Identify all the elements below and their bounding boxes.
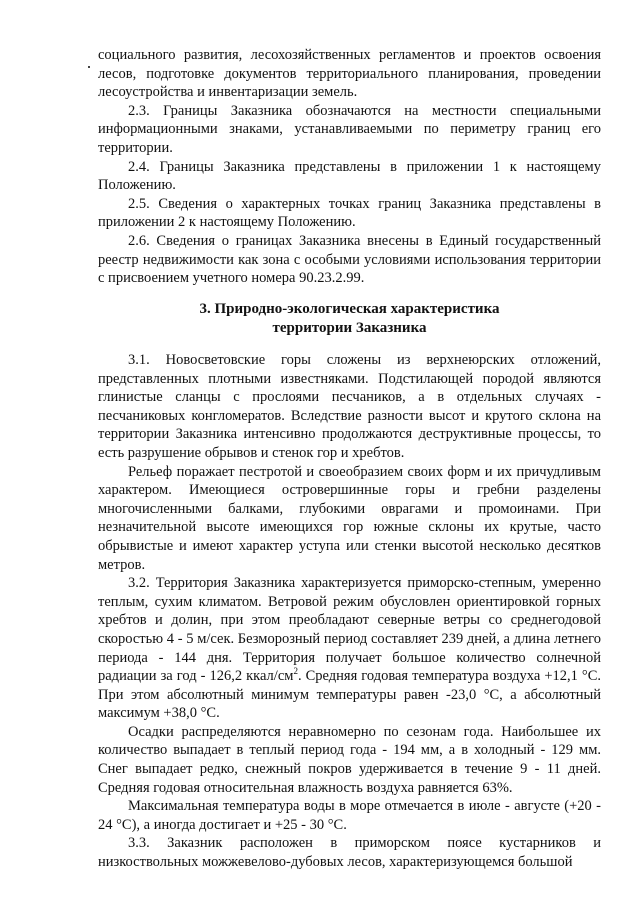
paragraph-precipitation: Осадки распределяются неравномерно по сезонам года. Наибольшее их количество выпадает в теплый период года - 194 мм, а в холодный - 129 мм. Снег выпадает редко, снежный покров удерживается в течение 9 - 11 дней. Средняя годовая относительная влажность воздуха равняется 63%. xyxy=(98,723,601,796)
section-title-line-2: территории Заказника xyxy=(272,320,427,336)
paragraph-3-2 xyxy=(98,574,601,723)
section-2-text xyxy=(98,46,601,288)
paragraph-2-6: 2.6. Сведения о границах Заказника внесены в Единый государственный реестр недвижимости как зона с особыми условиями использования территории с присвоением учетного номера 90.23.2.99. xyxy=(98,232,601,287)
paragraph-2-3: 2.3. Границы Заказника обозначаются на местности специальными информационными знаками, устанавливаемыми по периметру границ его территории. xyxy=(98,102,601,156)
superscript-2: 2 xyxy=(293,666,298,677)
paragraph-3-3: 3.3. Заказник расположен в приморском поясе кустарников и низкоствольных можжевелово-дубовых лесов, характеризующемся большой xyxy=(98,835,601,871)
paragraph-3-2-part-a: 3.2. Территория Заказника характеризуется приморско-степным, умеренно теплым, сухим климатом. Ветровой режим обусловлен ориентировкой горных хребтов и долин, при этом преобладают северные ветры со среднегодовой скоростью 4 - 5 м/сек. Безморозный период составляет 239 дней, а длина летнего периода - 144 дня. Территория получает большое количество солнечной радиации за год - 126,2 ккал/см xyxy=(98,575,601,685)
paragraph-2-5: 2.5. Сведения о характерных точках границ Заказника представлены в приложении 2 к настоящему Положению. xyxy=(98,195,601,231)
paragraph-relief: Рельеф поражает пестротой и своеобразием своих форм и их причудливым характером. Имеющиеся островершинные горы и гребни разделены многочисленными балками, глубокими оврагами и промоинами. При незначительной высоте имеющихся гор южные склоны их крутые, часто обрывистые и имеют характер уступа или стенки высотой несколько десятков метров. xyxy=(98,463,601,573)
paragraph-2-4: 2.4. Границы Заказника представлены в приложении 1 к настоящему Положению. xyxy=(98,158,601,194)
paragraph-3-1: 3.1. Новосветовские горы сложены из верхнеюрских отложений, представленных плотными известняками. Подстилающей породой являются глинистые сланцы с прослоями песчаников, а в отдельных случаях - песчаниковых конгломератов. Вследствие разности высот и крутого склона на территории Заказника интенсивно продолжаются деструктивные процессы, то есть разрушение обрывов и стенок гор и хребтов. xyxy=(98,352,601,461)
paragraph-3-2-part-b: . Средняя годовая температура воздуха +12,1 °С. При этом абсолютный минимум температуры равен -23,0 °С, а абсолютный максимум +38,0 °С. xyxy=(98,668,602,722)
scan-speck xyxy=(88,66,90,68)
paragraph-water-temperature: Максимальная температура воды в море отмечается в июле - августе (+20 - 24 °С), а иногда достигает и +25 - 30 °С. xyxy=(98,798,601,833)
paragraph-intro: социального развития, лесохозяйственных регламентов и проектов освоения лесов, подготовке документов территориального планирования, проведении лесоустройства и инвентаризации земель. xyxy=(98,47,601,101)
section-3-text xyxy=(98,351,601,872)
section-3-heading xyxy=(98,300,601,338)
section-title-line-1: 3. Природно-экологическая характеристика xyxy=(199,301,500,317)
